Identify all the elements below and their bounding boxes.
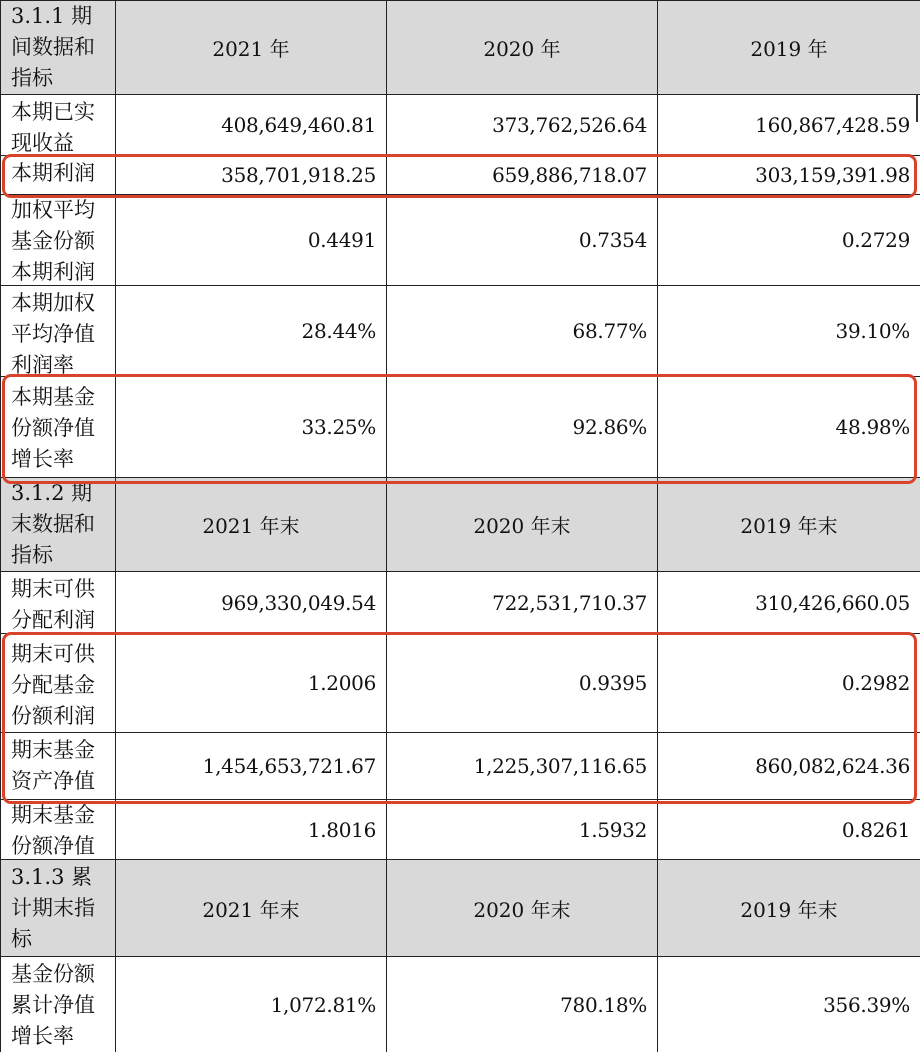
value-cell: 1,225,307,116.65 xyxy=(387,733,658,799)
column-header: 2020 年 xyxy=(387,1,658,94)
value-cell: 358,701,918.25 xyxy=(116,156,387,194)
row-label: 本期利润 xyxy=(0,156,116,194)
row-label: 基金份额累计净值增长率 xyxy=(0,957,116,1052)
table-row xyxy=(0,733,920,800)
value-cell: 0.9395 xyxy=(387,634,658,732)
row-label: 期末可供分配基金份额利润 xyxy=(0,634,116,732)
table-row xyxy=(0,95,920,156)
column-header: 2019 年末 xyxy=(740,514,838,538)
section-title: 3.1.1 期间数据和指标 xyxy=(0,1,116,94)
section-header-3-1-2 xyxy=(0,478,920,572)
value-cell: 1.8016 xyxy=(116,800,387,859)
table-row xyxy=(0,800,920,860)
section-header-3-1-1 xyxy=(0,0,920,95)
section-header-3-1-3 xyxy=(0,860,920,957)
value-cell: 28.44% xyxy=(116,286,387,376)
column-header: 2020 年末 xyxy=(387,478,658,571)
value-cell: 1,454,653,721.67 xyxy=(116,733,387,799)
value-cell: 969,330,049.54 xyxy=(116,572,387,633)
value-cell: 0.7354 xyxy=(387,195,658,285)
value-cell: 0.8261 xyxy=(841,817,910,842)
value-cell: 33.25% xyxy=(116,377,387,477)
table-row xyxy=(0,572,920,634)
row-label: 期末基金份额净值 xyxy=(0,800,116,859)
column-header: 2021 年 xyxy=(116,1,387,94)
row-label: 本期基金份额净值增长率 xyxy=(0,377,116,477)
value-cell: 303,159,391.98 xyxy=(755,163,910,187)
value-cell: 1.5932 xyxy=(387,800,658,859)
value-cell: 0.2982 xyxy=(841,671,910,695)
section-title: 3.1.3 累计期末指标 xyxy=(0,860,116,956)
value-cell: 1,072.81% xyxy=(116,957,387,1052)
value-cell: 160,867,428.59 xyxy=(755,113,910,137)
column-header: 2021 年末 xyxy=(116,860,387,956)
row-label: 本期已实现收益 xyxy=(0,95,116,155)
table-row xyxy=(0,377,920,478)
column-header: 2019 年 xyxy=(750,37,828,61)
column-header: 2021 年末 xyxy=(116,478,387,571)
value-cell: 722,531,710.37 xyxy=(387,572,658,633)
column-header: 2019 年末 xyxy=(740,897,838,922)
value-cell: 1.2006 xyxy=(116,634,387,732)
text-cursor xyxy=(916,94,918,122)
section-title: 3.1.2 期末数据和指标 xyxy=(0,478,116,571)
row-label: 加权平均基金份额本期利润 xyxy=(0,195,116,285)
table-row xyxy=(0,957,920,1052)
row-label: 期末可供分配利润 xyxy=(0,572,116,633)
value-cell: 68.77% xyxy=(387,286,658,376)
value-cell: 659,886,718.07 xyxy=(387,156,658,194)
value-cell: 0.2729 xyxy=(841,228,910,252)
value-cell: 39.10% xyxy=(835,319,910,343)
table-row xyxy=(0,156,920,195)
value-cell: 92.86% xyxy=(387,377,658,477)
row-label: 本期加权平均净值利润率 xyxy=(0,286,116,376)
value-cell: 356.39% xyxy=(823,992,910,1017)
value-cell: 48.98% xyxy=(835,415,910,439)
value-cell: 408,649,460.81 xyxy=(116,95,387,155)
table-row xyxy=(0,634,920,733)
value-cell: 373,762,526.64 xyxy=(387,95,658,155)
value-cell: 0.4491 xyxy=(116,195,387,285)
table-row xyxy=(0,286,920,377)
value-cell: 860,082,624.36 xyxy=(755,754,910,778)
table-row xyxy=(0,195,920,286)
value-cell: 310,426,660.05 xyxy=(755,590,910,615)
value-cell: 780.18% xyxy=(387,957,658,1052)
row-label: 期末基金资产净值 xyxy=(0,733,116,799)
column-header: 2020 年末 xyxy=(387,860,658,956)
